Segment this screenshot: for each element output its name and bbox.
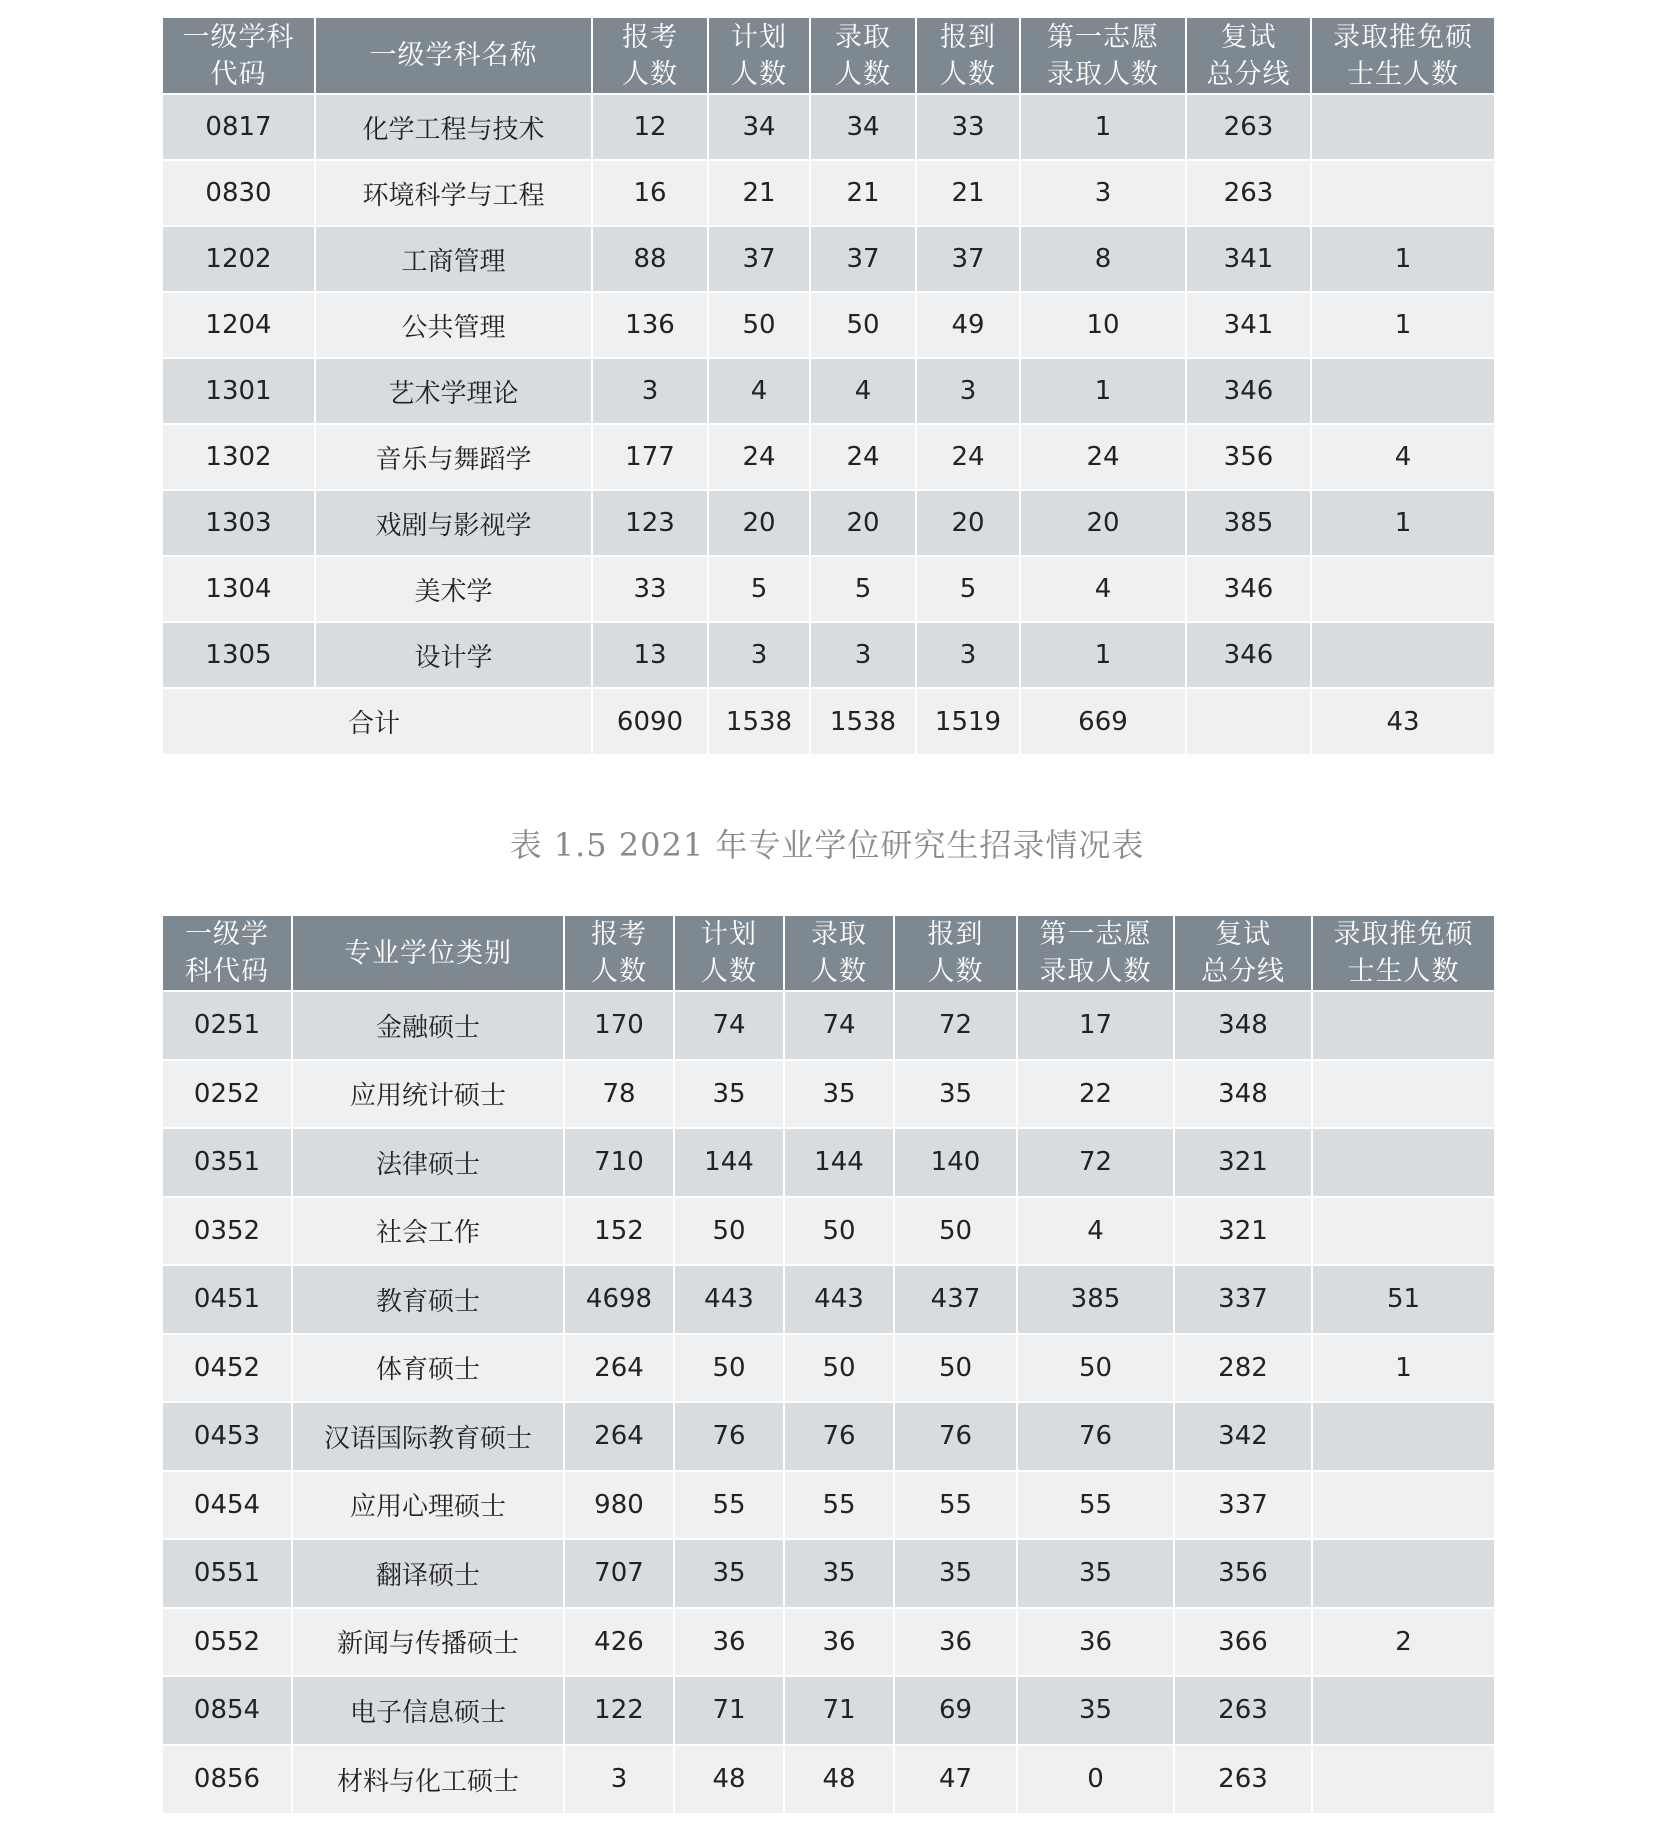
table-cell: 应用统计硕士 (292, 1060, 564, 1129)
table-cell: 50 (894, 1334, 1017, 1403)
table-cell: 140 (894, 1128, 1017, 1197)
table-cell: 263 (1186, 160, 1311, 226)
column-header: 计划 人数 (674, 916, 784, 991)
table-cell: 应用心理硕士 (292, 1471, 564, 1540)
table-cell: 24 (708, 424, 810, 490)
table-header-row (163, 916, 1494, 991)
table-cell: 78 (564, 1060, 674, 1129)
table-cell: 翻译硕士 (292, 1539, 564, 1608)
table-row (163, 1608, 1494, 1677)
table-cell: 35 (674, 1060, 784, 1129)
table-cell: 50 (784, 1197, 894, 1266)
table-cell (1311, 160, 1494, 226)
table-cell: 8 (1020, 226, 1186, 292)
column-header: 录取 人数 (784, 916, 894, 991)
column-header: 报考 人数 (564, 916, 674, 991)
table-cell: 0 (1017, 1745, 1174, 1814)
table-cell: 6090 (592, 688, 708, 754)
table-cell: 76 (784, 1402, 894, 1471)
table-cell: 51 (1312, 1265, 1494, 1334)
table-cell: 17 (1017, 991, 1174, 1060)
table-cell: 3 (592, 358, 708, 424)
table-row (163, 1539, 1494, 1608)
table-cell: 1301 (163, 358, 315, 424)
table-cell: 3 (708, 622, 810, 688)
table-cell: 20 (1020, 490, 1186, 556)
table-cell: 0452 (163, 1334, 292, 1403)
table-cell: 50 (810, 292, 916, 358)
column-header: 第一志愿 录取人数 (1020, 18, 1186, 94)
table-cell: 音乐与舞蹈学 (315, 424, 592, 490)
table-cell: 282 (1174, 1334, 1312, 1403)
table-cell: 144 (674, 1128, 784, 1197)
table-cell: 工商管理 (315, 226, 592, 292)
table-cell: 35 (674, 1539, 784, 1608)
table-cell: 264 (564, 1334, 674, 1403)
table-cell: 35 (784, 1539, 894, 1608)
table-cell: 0251 (163, 991, 292, 1060)
table-row (163, 424, 1494, 490)
table-cell: 366 (1174, 1608, 1312, 1677)
table-cell: 49 (916, 292, 1020, 358)
table-cell: 1305 (163, 622, 315, 688)
table-cell: 980 (564, 1471, 674, 1540)
table-cell: 1304 (163, 556, 315, 622)
table-cell: 356 (1186, 424, 1311, 490)
table-cell (1311, 622, 1494, 688)
table-cell: 3 (916, 622, 1020, 688)
table-cell: 社会工作 (292, 1197, 564, 1266)
table-row (163, 991, 1494, 1060)
table-cell: 707 (564, 1539, 674, 1608)
table-cell: 3 (916, 358, 1020, 424)
table-cell: 337 (1174, 1471, 1312, 1540)
table-cell: 69 (894, 1676, 1017, 1745)
table-cell: 20 (810, 490, 916, 556)
table-cell: 设计学 (315, 622, 592, 688)
table-cell: 36 (784, 1608, 894, 1677)
table-cell: 341 (1186, 226, 1311, 292)
table-row (163, 556, 1494, 622)
table-cell: 443 (784, 1265, 894, 1334)
table-cell (1312, 1197, 1494, 1266)
table-cell: 21 (916, 160, 1020, 226)
table-cell: 20 (708, 490, 810, 556)
table-cell: 170 (564, 991, 674, 1060)
table-cell: 5 (810, 556, 916, 622)
table-cell: 50 (708, 292, 810, 358)
table-cell: 144 (784, 1128, 894, 1197)
table-cell (1312, 991, 1494, 1060)
table-cell: 1 (1020, 622, 1186, 688)
table-cell: 72 (894, 991, 1017, 1060)
table-cell: 342 (1174, 1402, 1312, 1471)
table-cell: 55 (1017, 1471, 1174, 1540)
table-row (163, 1128, 1494, 1197)
column-header: 报考 人数 (592, 18, 708, 94)
table-cell: 1204 (163, 292, 315, 358)
table-cell (1311, 94, 1494, 160)
table-cell (1186, 688, 1311, 754)
table-cell: 4698 (564, 1265, 674, 1334)
table-cell: 48 (784, 1745, 894, 1814)
table-cell: 1302 (163, 424, 315, 490)
table-cell: 1538 (708, 688, 810, 754)
table-cell: 电子信息硕士 (292, 1676, 564, 1745)
table-cell: 教育硕士 (292, 1265, 564, 1334)
table-cell: 76 (1017, 1402, 1174, 1471)
table-cell: 1 (1020, 358, 1186, 424)
column-header: 录取推免硕 士生人数 (1312, 916, 1494, 991)
table-row (163, 1471, 1494, 1540)
table-row (163, 94, 1494, 160)
table-cell: 35 (894, 1539, 1017, 1608)
table-cell: 48 (674, 1745, 784, 1814)
table-cell: 4 (1017, 1197, 1174, 1266)
table-cell: 50 (1017, 1334, 1174, 1403)
table-caption: 表 1.5 2021 年专业学位研究生招录情况表 (509, 826, 1145, 864)
table-cell: 74 (784, 991, 894, 1060)
total-label: 合计 (163, 688, 592, 754)
table-cell: 74 (674, 991, 784, 1060)
column-header: 第一志愿 录取人数 (1017, 916, 1174, 991)
table-cell: 化学工程与技术 (315, 94, 592, 160)
table-cell: 669 (1020, 688, 1186, 754)
table-cell: 美术学 (315, 556, 592, 622)
column-header: 报到 人数 (916, 18, 1020, 94)
table-cell (1312, 1060, 1494, 1129)
table-cell: 1 (1020, 94, 1186, 160)
table-cell: 21 (708, 160, 810, 226)
table-cell: 55 (674, 1471, 784, 1540)
table-cell: 71 (674, 1676, 784, 1745)
table-cell: 71 (784, 1676, 894, 1745)
table-cell: 341 (1186, 292, 1311, 358)
table-row (163, 1197, 1494, 1266)
table-cell: 0817 (163, 94, 315, 160)
table-cell: 戏剧与影视学 (315, 490, 592, 556)
table-cell: 33 (916, 94, 1020, 160)
table-cell: 20 (916, 490, 1020, 556)
table-cell: 710 (564, 1128, 674, 1197)
table-cell: 321 (1174, 1197, 1312, 1266)
table-cell: 346 (1186, 358, 1311, 424)
table-cell: 0351 (163, 1128, 292, 1197)
table-cell: 35 (784, 1060, 894, 1129)
table-row (163, 160, 1494, 226)
table-cell: 4 (810, 358, 916, 424)
table-cell: 1519 (916, 688, 1020, 754)
table-cell: 356 (1174, 1539, 1312, 1608)
table-cell (1311, 556, 1494, 622)
table-cell: 1 (1311, 490, 1494, 556)
table-cell: 0551 (163, 1539, 292, 1608)
table-cell: 348 (1174, 991, 1312, 1060)
table-cell: 0552 (163, 1608, 292, 1677)
table-row (163, 1265, 1494, 1334)
table-cell: 346 (1186, 622, 1311, 688)
table-row (163, 1060, 1494, 1129)
table-cell: 76 (674, 1402, 784, 1471)
table-cell: 5 (916, 556, 1020, 622)
table-cell (1312, 1128, 1494, 1197)
column-header: 专业学位类别 (292, 916, 564, 991)
table-row (163, 1676, 1494, 1745)
column-header: 复试 总分线 (1186, 18, 1311, 94)
table-cell: 36 (674, 1608, 784, 1677)
table-cell: 公共管理 (315, 292, 592, 358)
table-cell: 36 (1017, 1608, 1174, 1677)
table-cell: 47 (894, 1745, 1017, 1814)
table-cell: 4 (708, 358, 810, 424)
table-cell: 50 (784, 1334, 894, 1403)
column-header: 一级学 科代码 (163, 916, 292, 991)
table-cell (1312, 1745, 1494, 1814)
column-header: 一级学科 代码 (163, 18, 315, 94)
table-row (163, 622, 1494, 688)
table-cell: 法律硕士 (292, 1128, 564, 1197)
table-cell: 88 (592, 226, 708, 292)
table-cell: 环境科学与工程 (315, 160, 592, 226)
table-cell: 1538 (810, 688, 916, 754)
table-cell: 385 (1017, 1265, 1174, 1334)
table-cell: 3 (564, 1745, 674, 1814)
table-cell: 22 (1017, 1060, 1174, 1129)
table-row (163, 1745, 1494, 1814)
table-cell: 0252 (163, 1060, 292, 1129)
table-cell: 材料与化工硕士 (292, 1745, 564, 1814)
column-header: 一级学科名称 (315, 18, 592, 94)
table-cell: 3 (810, 622, 916, 688)
table-cell: 13 (592, 622, 708, 688)
table-cell: 汉语国际教育硕士 (292, 1402, 564, 1471)
column-header: 复试 总分线 (1174, 916, 1312, 991)
table-cell: 新闻与传播硕士 (292, 1608, 564, 1677)
table-cell: 37 (708, 226, 810, 292)
table-header-row (163, 18, 1494, 94)
table-cell: 0453 (163, 1402, 292, 1471)
table-cell: 123 (592, 490, 708, 556)
table-cell: 72 (1017, 1128, 1174, 1197)
table-cell: 16 (592, 160, 708, 226)
table-cell (1312, 1539, 1494, 1608)
column-header: 录取 人数 (810, 18, 916, 94)
table-cell: 金融硕士 (292, 991, 564, 1060)
table-cell: 0451 (163, 1265, 292, 1334)
table-cell: 37 (916, 226, 1020, 292)
table-cell: 263 (1186, 94, 1311, 160)
table-cell: 152 (564, 1197, 674, 1266)
table-row (163, 358, 1494, 424)
table-cell: 1 (1311, 292, 1494, 358)
table-cell: 346 (1186, 556, 1311, 622)
table-cell (1312, 1402, 1494, 1471)
table-cell: 35 (1017, 1539, 1174, 1608)
table-cell: 348 (1174, 1060, 1312, 1129)
table-cell: 34 (708, 94, 810, 160)
table-cell: 35 (1017, 1676, 1174, 1745)
table-row (163, 1402, 1494, 1471)
table-cell: 1202 (163, 226, 315, 292)
table-cell: 437 (894, 1265, 1017, 1334)
table-cell: 5 (708, 556, 810, 622)
table-cell (1312, 1471, 1494, 1540)
table-cell: 50 (674, 1334, 784, 1403)
table-cell: 76 (894, 1402, 1017, 1471)
table-cell: 50 (894, 1197, 1017, 1266)
table-cell: 35 (894, 1060, 1017, 1129)
table-cell: 321 (1174, 1128, 1312, 1197)
table-cell: 426 (564, 1608, 674, 1677)
table-cell: 385 (1186, 490, 1311, 556)
table-cell: 12 (592, 94, 708, 160)
admission-table-academic (163, 18, 1494, 754)
table-cell: 443 (674, 1265, 784, 1334)
table-cell: 0830 (163, 160, 315, 226)
table-cell: 3 (1020, 160, 1186, 226)
table-cell: 1303 (163, 490, 315, 556)
table-cell: 1 (1312, 1334, 1494, 1403)
table-cell: 263 (1174, 1676, 1312, 1745)
table-cell: 122 (564, 1676, 674, 1745)
table-cell: 体育硕士 (292, 1334, 564, 1403)
table-cell: 177 (592, 424, 708, 490)
table-row (163, 1334, 1494, 1403)
table-cell: 24 (810, 424, 916, 490)
table-cell (1311, 358, 1494, 424)
table-cell: 263 (1174, 1745, 1312, 1814)
table-cell: 36 (894, 1608, 1017, 1677)
table-row (163, 490, 1494, 556)
table-cell: 24 (1020, 424, 1186, 490)
table-cell: 0352 (163, 1197, 292, 1266)
table-cell: 4 (1020, 556, 1186, 622)
table-total-row (163, 688, 1494, 754)
table-cell: 0854 (163, 1676, 292, 1745)
table-cell: 55 (784, 1471, 894, 1540)
table-cell: 33 (592, 556, 708, 622)
table-cell: 艺术学理论 (315, 358, 592, 424)
table-row (163, 226, 1494, 292)
table-cell: 37 (810, 226, 916, 292)
table-cell: 1 (1311, 226, 1494, 292)
column-header: 计划 人数 (708, 18, 810, 94)
table-cell: 50 (674, 1197, 784, 1266)
table-cell: 10 (1020, 292, 1186, 358)
table-cell: 264 (564, 1402, 674, 1471)
column-header: 报到 人数 (894, 916, 1017, 991)
table-cell: 0454 (163, 1471, 292, 1540)
table-row (163, 292, 1494, 358)
table-cell: 21 (810, 160, 916, 226)
table-cell (1312, 1676, 1494, 1745)
table-cell: 4 (1311, 424, 1494, 490)
table-cell: 55 (894, 1471, 1017, 1540)
table-cell: 337 (1174, 1265, 1312, 1334)
table-cell: 43 (1311, 688, 1494, 754)
table-cell: 24 (916, 424, 1020, 490)
table-cell: 34 (810, 94, 916, 160)
table-cell: 2 (1312, 1608, 1494, 1677)
table-cell: 136 (592, 292, 708, 358)
column-header: 录取推免硕 士生人数 (1311, 18, 1494, 94)
admission-table-professional (163, 916, 1494, 1813)
table-cell: 0856 (163, 1745, 292, 1814)
